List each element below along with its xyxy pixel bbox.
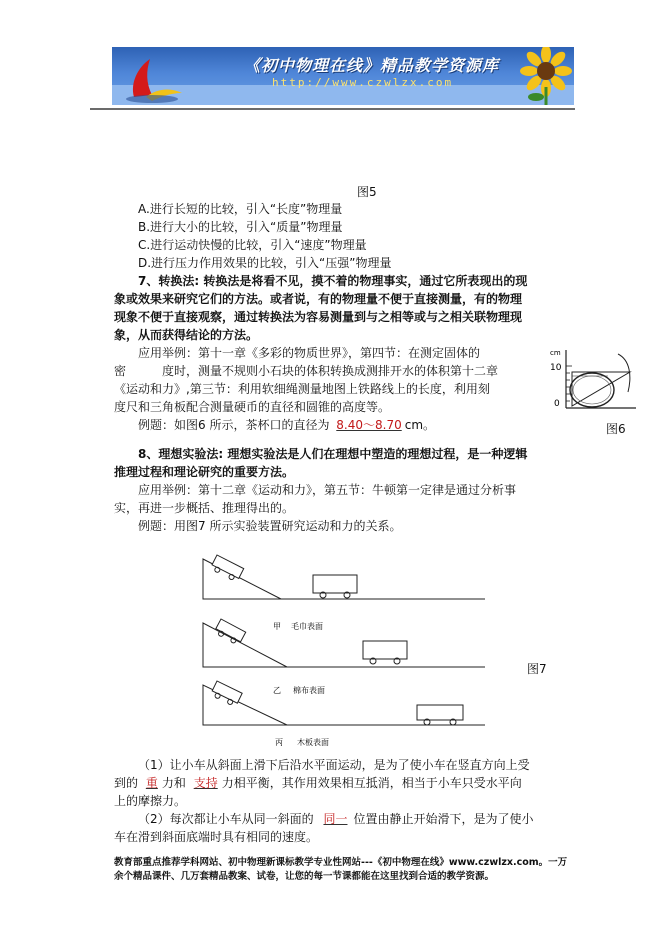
- example-unit: cm。: [404, 418, 436, 432]
- option-c: C.进行运动快慢的比较，引入“速度”物理量: [138, 238, 367, 252]
- q1-post: 力相平衡，其作用效果相互抵消，相当于小车只受水平向: [221, 776, 522, 790]
- q1-line3: 上的摩擦力。: [114, 794, 187, 808]
- fig7-label-b: 乙: [273, 686, 281, 695]
- q1-answer2: 支持: [193, 776, 218, 790]
- section7-apply-line3: 《运动和力》,第三节：利用软细绳测量地图上铁路线上的长度，利用刻: [114, 382, 490, 396]
- q2-pre: （2）每次都让小车从同一斜面的: [138, 812, 314, 826]
- sunflower-icon: [512, 47, 574, 105]
- section7-example: [114, 416, 568, 434]
- section7-apply-line1: 应用举例：第十一章《多彩的物质世界》，第四节：在测定固体的: [138, 346, 481, 360]
- fig7-surface-b: 棉布表面: [293, 686, 325, 695]
- header-banner: [112, 47, 574, 105]
- section8-example: 例题：用图7 所示实验装置研究运动和力的关系。: [138, 519, 402, 533]
- figure7-caption: 图7: [527, 662, 547, 676]
- q1-pre: 到的: [114, 776, 139, 790]
- q2-line2: 车在滑到斜面底端时具有相同的速度。: [114, 830, 319, 844]
- fig7-surface-a: 毛巾表面: [291, 622, 323, 631]
- fig7-setup-cloth: [203, 619, 485, 667]
- section7-heading-line4: 象，从而获得结论的方法。: [114, 328, 259, 342]
- section8-heading-line1: 8、理想实验法: 理想实验法是人们在理想中塑造的理想过程，是一种逻辑: [138, 447, 528, 461]
- fig7-label-a: 甲: [273, 622, 281, 631]
- option-b: B.进行大小的比较，引入“质量”物理量: [138, 220, 343, 234]
- q2-post: 位置由静止开始滑下，是为了使小: [353, 812, 534, 826]
- figure6-diagram: [548, 346, 638, 414]
- q2-answer: 同一: [323, 812, 348, 826]
- section8-apply-line1: 应用举例：第十二章《运动和力》，第五节：牛顿第一定律是通过分析事: [138, 483, 517, 497]
- logo-icon: [116, 49, 206, 105]
- q1-line1: （1）让小车从斜面上滑下后沿水平面运动，是为了使小车在竖直方向上受: [138, 758, 530, 772]
- section8-apply-line2: 实，再进一步概括、推理得出的。: [114, 501, 295, 515]
- section7-heading-line3: 现象不便于直接观察，通过转换法为容易测量到与之相等或与之相关联物理现: [114, 310, 523, 324]
- q1-mid: 力和: [161, 776, 186, 790]
- fig7-surface-c: 木板表面: [297, 738, 329, 747]
- banner-url: http://www.czwlzx.com: [272, 76, 454, 89]
- fig7-setup-board: [203, 681, 485, 747]
- apply-line2-rest: 度时，测量不规则小石块的体积转换成测排开水的体积第十二章: [162, 364, 499, 378]
- figure7-diagram: [195, 535, 495, 755]
- example-prefix: 例题：如图6 所示，茶杯口的直径为: [138, 418, 330, 432]
- apply-line2-start: 密: [114, 364, 127, 378]
- q1-answer1: 重: [145, 776, 158, 790]
- figure6-caption: 图6: [606, 422, 626, 436]
- fig6-unit: cm: [550, 349, 561, 357]
- fig7-setup-towel: [203, 555, 485, 599]
- figure5-caption: 图5: [357, 185, 377, 199]
- page-footer: 教育部重点推荐学科网站、初中物理新课标教学专业性网站---《初中物理在线》www.czwlzx.com。一万余个精品课件、几万套精品教案、试卷，让您的每一节课都能在这里找到合适的教学资源。: [114, 857, 568, 882]
- fig7-label-c: 丙: [275, 738, 283, 747]
- q1-line2: [114, 774, 572, 792]
- option-d: D.进行压力作用效果的比较，引入“压强”物理量: [138, 256, 392, 270]
- example-answer: 8.40～8.70: [336, 418, 402, 432]
- section7-heading-line1: 7、转换法: 转换法是将看不见，摸不着的物理事实，通过它所表现出的现: [138, 274, 528, 288]
- section8-heading-line2: 推理过程和理论研究的重要方法。: [114, 465, 295, 479]
- fig6-tick-0: 0: [554, 399, 560, 409]
- banner-title: 《初中物理在线》精品教学资源库: [244, 56, 500, 75]
- section7-heading-line2: 象或效果来研究它们的方法。或者说，有的物理量不便于直接测量，有的物理: [114, 292, 523, 306]
- q2-line1: [114, 810, 596, 828]
- section7-apply-line4: 度尺和三角板配合测量硬币的直径和圆锥的高度等。: [114, 400, 391, 414]
- fig6-tick-10: 10: [550, 363, 562, 373]
- option-a: A.进行长短的比较，引入“长度”物理量: [138, 202, 343, 216]
- section7-apply-line2: [114, 362, 544, 380]
- header-rule: [90, 108, 575, 110]
